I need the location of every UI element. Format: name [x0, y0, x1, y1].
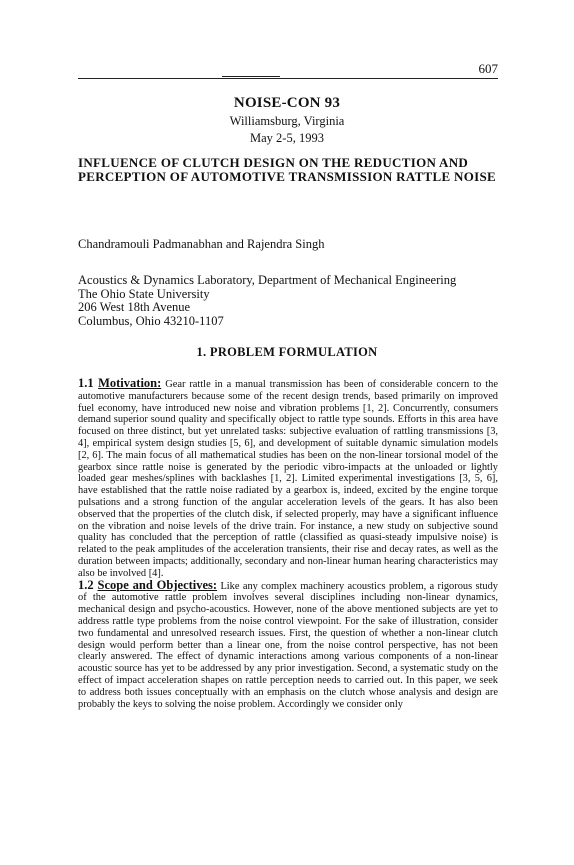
conference-block [0, 95, 574, 146]
subsection-motivation [78, 378, 498, 580]
subsection-heading [78, 376, 161, 390]
affiliation-line: Columbus, Ohio 43210-1107 [78, 313, 224, 328]
subsection-text: Like any complex machinery acoustics problem, a rigorous study of the automotive rattle problem involves several disciplines including non-linear dynamics, mechanical design and psycho-acoustics. However, none of the above mentioned subjects are yet to address rattle type problems from the noise control viewpoint. For the sake of illustration, consider two fundamental and unresolved research issues. First, the question of whether a non-linear clutch design would perform better than a linear one, from the noise control perspective, has not been clearly answered. The effect of dynamic interactions among various components of a non-linear acoustic source has yet to be addressed by any prior investigation. Second, a systematic study on the effect of impact acceleration shapes on rattle perception needs to carried out. In this paper, we seek to address both issues conceptually with an emphasis on the clutch whose analysis and design are probably the keys to solving the noise problem. Accordingly we consider only [78, 580, 498, 710]
subsection-heading-text: Scope and Objectives: [97, 577, 218, 592]
subsection-scope [78, 577, 498, 711]
header-rule-short [222, 76, 280, 77]
subsection-heading-text: Motivation: [98, 376, 162, 390]
affiliation-line: 206 West 18th Avenue [78, 300, 191, 314]
header-rule [78, 78, 498, 79]
subsection-heading [78, 578, 217, 592]
affiliation-line: The Ohio State University [78, 286, 210, 301]
subsection-number: 1.2 [78, 577, 94, 592]
section-title: 1. PROBLEM FORMULATION [196, 345, 378, 359]
conference-dates: May 2-5, 1993 [250, 131, 324, 145]
authors: Chandramouli Padmanabhan and Rajendra Singh [78, 237, 325, 251]
section-body [78, 378, 498, 710]
subsection-text: Gear rattle in a manual transmission has been of considerable concern to the automotive manufacturers because some of the recent design trends, based primarily on improved fuel economy, have introduced new noise and vibration problems [1, 2]. Concurrently, consumers demand superior sound quality and specifically object to rattle type sounds. Efforts in this area have focused on three distinct, but yet unrelated tasks: subjective evaluation of rattling transmissions [3, 4], empirical system design studies [5, 6], and development of suitable dynamic simulation models [2, 6]. The main focus of all mathematical studies has been on the non-linear torsional model of the gearbox since rattle noise is generated by the periodic vibro-impacts at the unloaded or lightly loaded gear meshes/splines with backlashes [1, 2]. Limited experimental investigations [3, 5, 6], have established that the rattle noise radiated by a gearbox is, indeed, excited by the engine torque pulsations and a strong function of the angular acceleration levels of the gears. It has also been observed that the properties of the clutch disk, if selected properly, may have a significant influence on the vibration and noise levels of the drive train. For instance, a new study on subjective sound quality has concluded that the perception of rattle (classified as quasi-steady impulsive noise) is related to the peak amplitudes of the acceleration transients, their rise and decay rates, as well as the duration between impacts; additionally, secondary and non-linear human hearing characteristics may also be involved [4]. [78, 379, 498, 579]
paper-title: INFLUENCE OF CLUTCH DESIGN ON THE REDUCTION AND PERCEPTION OF AUTOMOTIVE TRANSMISSION RATTLE NOISE [78, 155, 496, 184]
affiliation [78, 274, 456, 328]
page-number: 607 [478, 61, 498, 76]
subsection-number: 1.1 [78, 376, 94, 390]
affiliation-line: Acoustics & Dynamics Laboratory, Department of Mechanical Engineering [78, 273, 457, 287]
conference-location: Williamsburg, Virginia [229, 114, 345, 128]
conference-title: NOISE-CON 93 [233, 95, 341, 111]
